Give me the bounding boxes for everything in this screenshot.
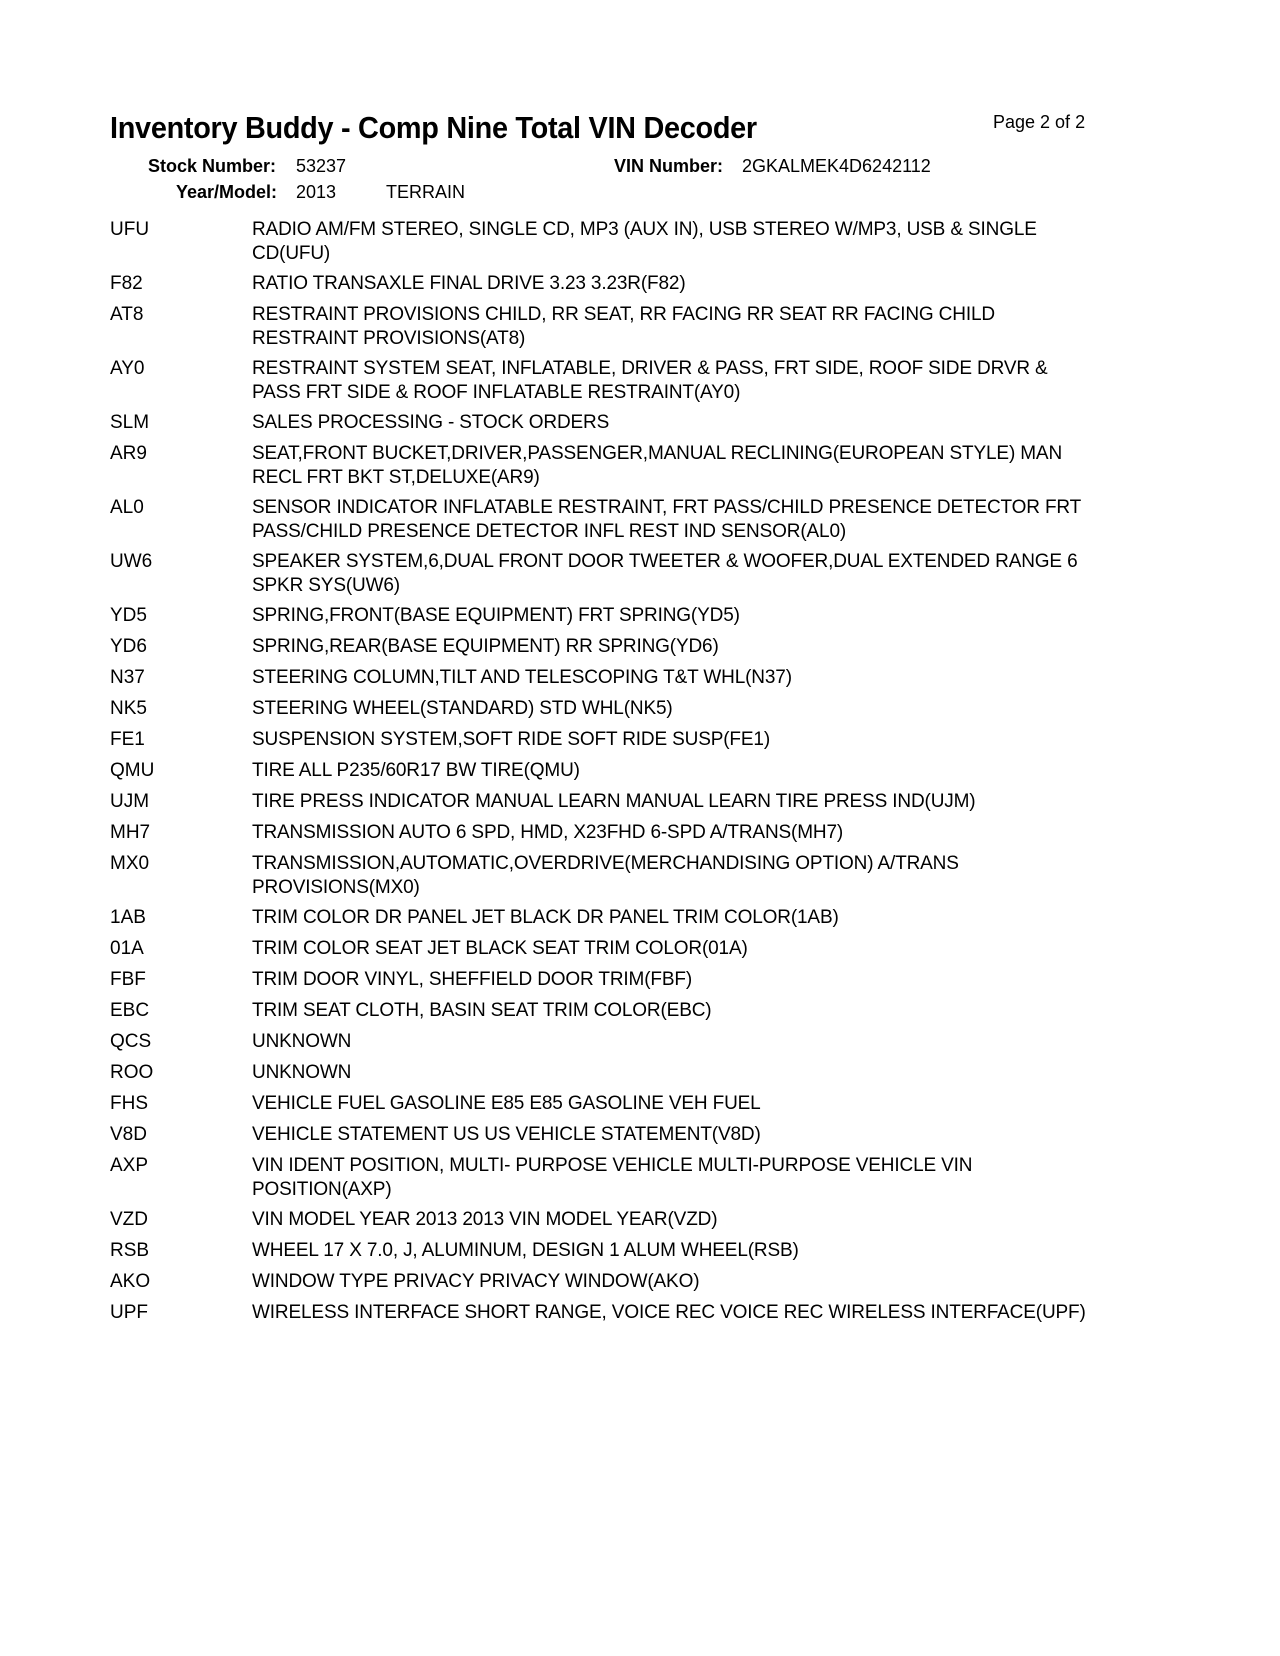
- option-row: [110, 906, 1100, 930]
- page-title: Inventory Buddy - Comp Nine Total VIN Decoder: [110, 110, 757, 145]
- model-value: TERRAIN: [386, 182, 466, 202]
- option-row: [110, 604, 1100, 628]
- option-code: MH7: [110, 822, 151, 843]
- option-row: [110, 790, 1100, 814]
- option-row: [110, 1123, 1100, 1147]
- year-model-label: Year/Model:: [176, 182, 278, 202]
- option-description: SEAT,FRONT BUCKET,DRIVER,PASSENGER,MANUAL RECLINING(EUROPEAN STYLE) MAN RECL FRT BKT ST,DELUXE(AR9): [252, 443, 1063, 488]
- option-row: [110, 1154, 1100, 1201]
- option-code: FHS: [110, 1093, 148, 1114]
- option-code: AT8: [110, 304, 144, 325]
- option-description: TRIM COLOR DR PANEL JET BLACK DR PANEL TRIM COLOR(1AB): [252, 907, 839, 928]
- option-code: UPF: [110, 1302, 148, 1323]
- option-code-list: [110, 218, 1100, 1332]
- option-description: TIRE PRESS INDICATOR MANUAL LEARN MANUAL LEARN TIRE PRESS IND(UJM): [252, 791, 976, 812]
- option-code: UW6: [110, 551, 153, 572]
- option-description: TRIM SEAT CLOTH, BASIN SEAT TRIM COLOR(EBC): [252, 1000, 712, 1021]
- option-description: TRIM COLOR SEAT JET BLACK SEAT TRIM COLOR(01A): [252, 938, 748, 959]
- option-code: AXP: [110, 1155, 149, 1176]
- option-code: QCS: [110, 1031, 152, 1052]
- option-description: WIRELESS INTERFACE SHORT RANGE, VOICE REC VOICE REC WIRELESS INTERFACE(UPF): [252, 1302, 1086, 1323]
- option-description: TRIM DOOR VINYL, SHEFFIELD DOOR TRIM(FBF): [252, 969, 693, 990]
- stock-number-value: 53237: [296, 156, 347, 176]
- option-code: AY0: [110, 358, 145, 379]
- option-row: [110, 550, 1100, 597]
- vin-number-label: VIN Number:: [614, 156, 724, 176]
- option-code: ROO: [110, 1062, 154, 1083]
- option-row: [110, 999, 1100, 1023]
- option-row: [110, 821, 1100, 845]
- option-row: [110, 303, 1100, 350]
- option-row: [110, 666, 1100, 690]
- option-code: YD6: [110, 636, 147, 657]
- option-description: WINDOW TYPE PRIVACY PRIVACY WINDOW(AKO): [252, 1271, 700, 1292]
- option-code: AKO: [110, 1271, 151, 1292]
- option-row: [110, 728, 1100, 752]
- option-row: [110, 635, 1100, 659]
- option-description: SENSOR INDICATOR INFLATABLE RESTRAINT, FRT PASS/CHILD PRESENCE DETECTOR FRT PASS/CHILD PRESENCE DETECTOR INFL REST IND SENSOR(AL0): [252, 497, 1081, 542]
- option-code: F82: [110, 273, 143, 294]
- option-code: N37: [110, 667, 145, 688]
- page-number: Page 2 of 2: [993, 112, 1086, 132]
- option-code: AR9: [110, 443, 147, 464]
- option-code: FE1: [110, 729, 145, 750]
- option-row: [110, 697, 1100, 721]
- option-description: WHEEL 17 X 7.0, J, ALUMINUM, DESIGN 1 ALUM WHEEL(RSB): [252, 1240, 799, 1261]
- option-description: VEHICLE STATEMENT US US VEHICLE STATEMENT(V8D): [252, 1124, 761, 1145]
- option-row: [110, 496, 1100, 543]
- option-description: SPRING,FRONT(BASE EQUIPMENT) FRT SPRING(YD5): [252, 605, 740, 626]
- option-description: RESTRAINT SYSTEM SEAT, INFLATABLE, DRIVER & PASS, FRT SIDE, ROOF SIDE DRVR & PASS FRT SIDE & ROOF INFLATABLE RESTRAINT(AY0): [252, 358, 1048, 403]
- option-description: VEHICLE FUEL GASOLINE E85 E85 GASOLINE VEH FUEL: [252, 1093, 761, 1114]
- option-description: SUSPENSION SYSTEM,SOFT RIDE SOFT RIDE SUSP(FE1): [252, 729, 771, 750]
- option-row: [110, 968, 1100, 992]
- option-code: AL0: [110, 497, 144, 518]
- option-code: RSB: [110, 1240, 150, 1261]
- option-code: 01A: [110, 938, 144, 959]
- option-code: VZD: [110, 1209, 148, 1230]
- option-code: UJM: [110, 791, 150, 812]
- option-code: 1AB: [110, 907, 146, 928]
- option-row: [110, 357, 1100, 404]
- option-code: NK5: [110, 698, 147, 719]
- option-row: [110, 1301, 1100, 1325]
- option-code: EBC: [110, 1000, 150, 1021]
- option-description: STEERING WHEEL(STANDARD) STD WHL(NK5): [252, 698, 673, 719]
- option-description: RADIO AM/FM STEREO, SINGLE CD, MP3 (AUX IN), USB STEREO W/MP3, USB & SINGLE CD(UFU): [252, 219, 1037, 264]
- option-row: [110, 1092, 1100, 1116]
- option-row: [110, 1270, 1100, 1294]
- option-row: [110, 937, 1100, 961]
- option-description: VIN IDENT POSITION, MULTI- PURPOSE VEHICLE MULTI-PURPOSE VEHICLE VIN POSITION(AXP): [252, 1155, 973, 1200]
- option-description: TRANSMISSION,AUTOMATIC,OVERDRIVE(MERCHANDISING OPTION) A/TRANS PROVISIONS(MX0): [252, 853, 959, 898]
- stock-number-label: Stock Number:: [148, 156, 277, 176]
- option-row: [110, 759, 1100, 783]
- option-code: MX0: [110, 853, 150, 874]
- option-code: V8D: [110, 1124, 147, 1145]
- option-row: [110, 1208, 1100, 1232]
- option-description: VIN MODEL YEAR 2013 2013 VIN MODEL YEAR(VZD): [252, 1209, 718, 1230]
- option-code: UFU: [110, 219, 150, 240]
- option-description: STEERING COLUMN,TILT AND TELESCOPING T&T WHL(N37): [252, 667, 792, 688]
- option-row: [110, 1030, 1100, 1054]
- option-row: [110, 442, 1100, 489]
- option-description: TIRE ALL P235/60R17 BW TIRE(QMU): [252, 760, 580, 781]
- option-description: UNKNOWN: [252, 1062, 352, 1083]
- option-description: SPEAKER SYSTEM,6,DUAL FRONT DOOR TWEETER & WOOFER,DUAL EXTENDED RANGE 6 SPKR SYS(UW6): [252, 551, 1078, 596]
- option-row: [110, 272, 1100, 296]
- option-row: [110, 1061, 1100, 1085]
- option-description: RATIO TRANSAXLE FINAL DRIVE 3.23 3.23R(F82): [252, 273, 686, 294]
- option-code: FBF: [110, 969, 146, 990]
- option-row: [110, 218, 1100, 265]
- option-row: [110, 411, 1100, 435]
- option-code: YD5: [110, 605, 147, 626]
- option-code: QMU: [110, 760, 155, 781]
- option-description: UNKNOWN: [252, 1031, 352, 1052]
- option-row: [110, 852, 1100, 899]
- option-row: [110, 1239, 1100, 1263]
- option-code: SLM: [110, 412, 150, 433]
- option-description: RESTRAINT PROVISIONS CHILD, RR SEAT, RR FACING RR SEAT RR FACING CHILD RESTRAINT PROVISIONS(AT8): [252, 304, 995, 349]
- year-value: 2013: [296, 182, 337, 202]
- option-description: TRANSMISSION AUTO 6 SPD, HMD, X23FHD 6-SPD A/TRANS(MH7): [252, 822, 844, 843]
- option-description: SALES PROCESSING - STOCK ORDERS: [252, 412, 610, 433]
- option-description: SPRING,REAR(BASE EQUIPMENT) RR SPRING(YD6): [252, 636, 719, 657]
- vin-number-value: 2GKALMEK4D6242112: [742, 156, 931, 176]
